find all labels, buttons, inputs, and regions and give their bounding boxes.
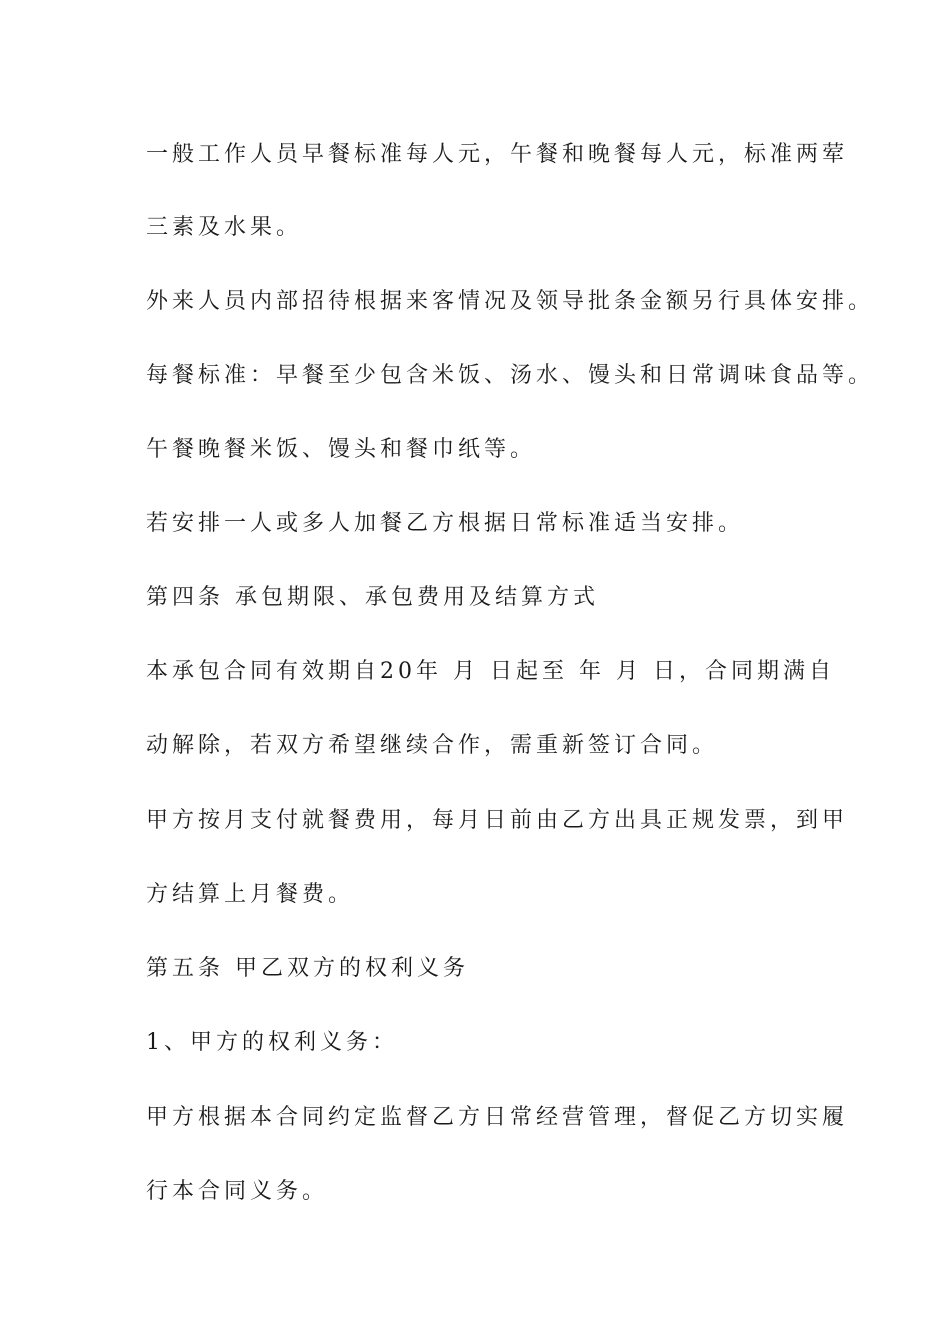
paragraph-line: 一般工作人员早餐标准每人元，午餐和晚餐每人元，标准两荤 xyxy=(146,142,849,167)
paragraph-line: 若安排一人或多人加餐乙方根据日常标准适当安排。 xyxy=(146,511,745,536)
section-heading: 第五条 甲乙双方的权利义务 xyxy=(146,956,469,981)
paragraph-line: 行本合同义务。 xyxy=(146,1179,329,1204)
paragraph-line: 三素及水果。 xyxy=(146,215,303,240)
paragraph-line: 本承包合同有效期自20年 月 日起至 年 月 日，合同期满自 xyxy=(146,659,835,684)
paragraph-line: 方结算上月餐费。 xyxy=(146,882,355,907)
paragraph-line: 甲方按月支付就餐费用，每月日前由乙方出具正规发票，到甲 xyxy=(146,808,849,833)
paragraph-line: 午餐晚餐米饭、馒头和餐巾纸等。 xyxy=(146,437,537,462)
paragraph-line: 外来人员内部招待根据来客情况及领导批条金额另行具体安排。 xyxy=(146,289,875,314)
paragraph-line: 每餐标准：早餐至少包含米饭、汤水、馒头和日常调味食品等。 xyxy=(146,363,875,388)
paragraph-line: 甲方根据本合同约定监督乙方日常经营管理，督促乙方切实履 xyxy=(146,1105,849,1130)
subsection-heading: 1、甲方的权利义务： xyxy=(146,1030,398,1055)
section-heading: 第四条 承包期限、承包费用及结算方式 xyxy=(146,585,599,610)
paragraph-line: 动解除，若双方希望继续合作，需重新签订合同。 xyxy=(146,733,719,758)
